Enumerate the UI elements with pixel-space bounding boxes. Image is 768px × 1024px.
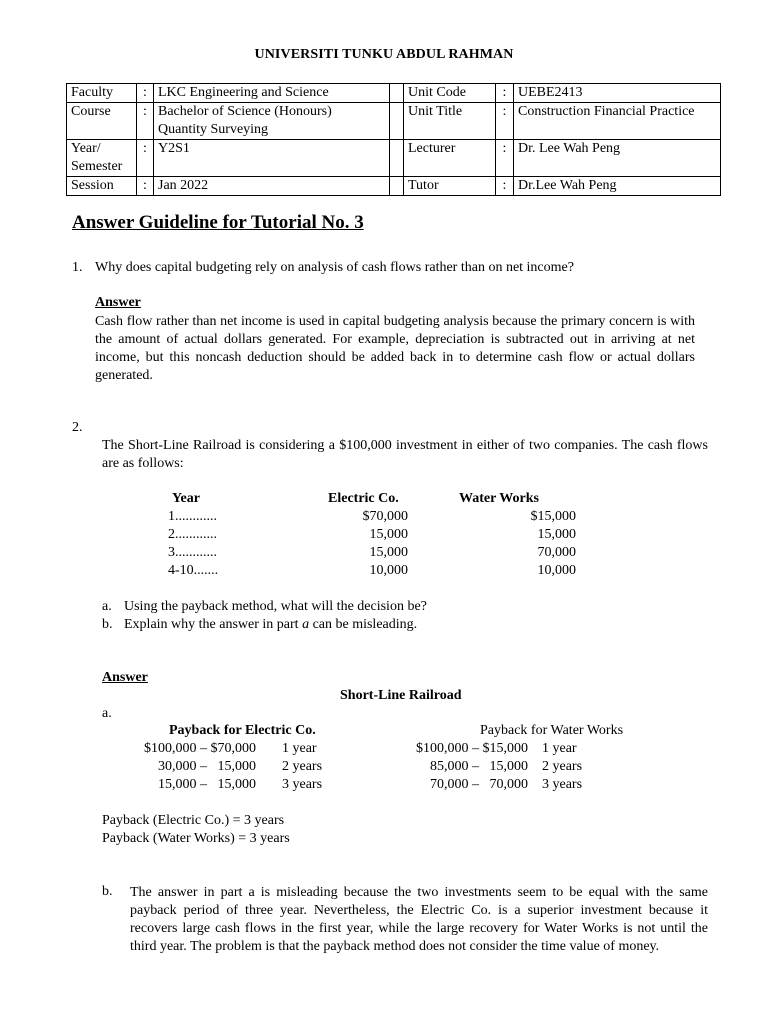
lecturer-label: Lecturer [404,140,496,177]
q2-number: 2. [72,420,83,435]
q2-part-letter: b. [102,617,113,632]
q2-part-a-letter: a. [102,706,112,721]
cashflow-year-cell: 3............ [168,545,217,560]
electric-payback-years: 3 years [282,777,323,792]
water-payback-heading: Payback for Water Works [480,723,624,738]
year-label-line2: Semester [71,159,123,174]
water-payback-years: 2 years [542,759,583,774]
cashflow-electric-cell: $70,000 [362,509,408,524]
cashflow-year-cell: 1............ [168,509,217,524]
spacer-cell [390,140,404,177]
spacer-cell [390,103,404,140]
colon: : [137,103,154,140]
water-payback-calc: 85,000 – 15,000 [430,759,528,774]
water-payback-years: 1 year [542,741,577,756]
colon: : [137,177,154,196]
session-label: Session [67,177,137,196]
course-value-line2: Quantity Surveying [158,122,269,137]
tutor-label: Tutor [404,177,496,196]
cashflow-year-cell: 2............ [168,527,217,542]
water-payback-calc: $100,000 – $15,000 [416,741,528,756]
cashflow-water-cell: 70,000 [537,545,576,560]
q2-part-text-tail: can be misleading. [309,617,418,632]
colon: : [137,140,154,177]
water-payback-years: 3 years [542,777,583,792]
q2-part-letter: a. [102,599,112,614]
faculty-label: Faculty [67,84,137,103]
q2-part-text-emph: a [302,617,310,632]
year-value: Y2S1 [154,140,390,177]
unit-title-label: Unit Title [404,103,496,140]
summary-electric: Payback (Electric Co.) = 3 years [102,813,285,828]
cashflow-water-cell: $15,000 [530,509,576,524]
colon: : [496,84,514,103]
water-payback-calc: 70,000 – 70,000 [430,777,528,792]
q1-answer-label: Answer [95,295,141,310]
colon: : [496,140,514,177]
q2-answer-title: Short-Line Railroad [340,688,462,703]
unit-code-label: Unit Code [404,84,496,103]
electric-payback-calc: 30,000 – 15,000 [158,759,256,774]
electric-payback-years: 2 years [282,759,323,774]
summary-water: Payback (Water Works) = 3 years [102,831,290,846]
q2-intro: The Short-Line Railroad is considering a $100,000 investment in either of two companies. The cash flows are as follows: [102,438,708,471]
session-value: Jan 2022 [154,177,390,196]
electric-payback-years: 1 year [282,741,317,756]
colon: : [496,103,514,140]
cashflow-electric-cell: 15,000 [369,545,408,560]
colon: : [137,84,154,103]
q2-part-text [124,617,417,633]
q1-question: Why does capital budgeting rely on analysis of cash flows rather than on net income? [95,260,574,275]
unit-code-value: UEBE2413 [514,84,721,103]
cashflow-electric-cell: 10,000 [369,563,408,578]
q2-part-text-main: Explain why the answer in part [124,617,303,632]
q1-number: 1. [72,260,83,275]
page-heading: Answer Guideline for Tutorial No. 3 [72,212,364,233]
cashflow-header-year: Year [172,491,200,506]
university-title: UNIVERSITI TUNKU ABDUL RAHMAN [254,47,514,62]
q2-part-b-letter: b. [102,884,113,899]
course-info-table [66,83,721,196]
spacer-cell [390,177,404,196]
lecturer-value: Dr. Lee Wah Peng [514,140,721,177]
tutor-value: Dr.Lee Wah Peng [514,177,721,196]
course-value-line1: Bachelor of Science (Honours) [158,104,332,119]
unit-title-value: Construction Financial Practice [514,103,721,140]
cashflow-water-cell: 15,000 [537,527,576,542]
electric-payback-heading: Payback for Electric Co. [169,723,316,738]
cashflow-water-cell: 10,000 [537,563,576,578]
cashflow-year-cell: 4-10....... [168,563,219,578]
course-value [154,103,390,140]
year-semester-label [67,140,137,177]
cashflow-header-water: Water Works [459,491,539,506]
cashflow-electric-cell: 15,000 [369,527,408,542]
year-label-line1: Year/ [71,141,101,156]
cashflow-header-electric: Electric Co. [328,491,399,506]
q1-answer-text: Cash flow rather than net income is used in capital budgeting analysis because the primary concern is with the amount of actual dollars generated. For example, depreciation is subtracted out in arriving at net income, but this noncash deduction should be added back in to determine cash flow or actual dollars generated. [95,314,695,383]
q2-part-text-main: Using the payback method, what will the decision be? [124,599,427,614]
colon: : [496,177,514,196]
electric-payback-calc: 15,000 – 15,000 [158,777,256,792]
q2-part-b-text: The answer in part a is misleading because the two investments seem to be equal with the same payback period of three year. Nevertheless, the Electric Co. is a superior investment because it recovers large cash flows in the first year, while the large recovery for Water Works is not until the third year. The problem is that the payback method does not consider the time value of money. [130,885,708,954]
q2-part-text [124,599,427,615]
course-label: Course [67,103,137,140]
electric-payback-calc: $100,000 – $70,000 [144,741,256,756]
q2-answer-label: Answer [102,670,148,685]
spacer-cell [390,84,404,103]
faculty-value: LKC Engineering and Science [154,84,390,103]
